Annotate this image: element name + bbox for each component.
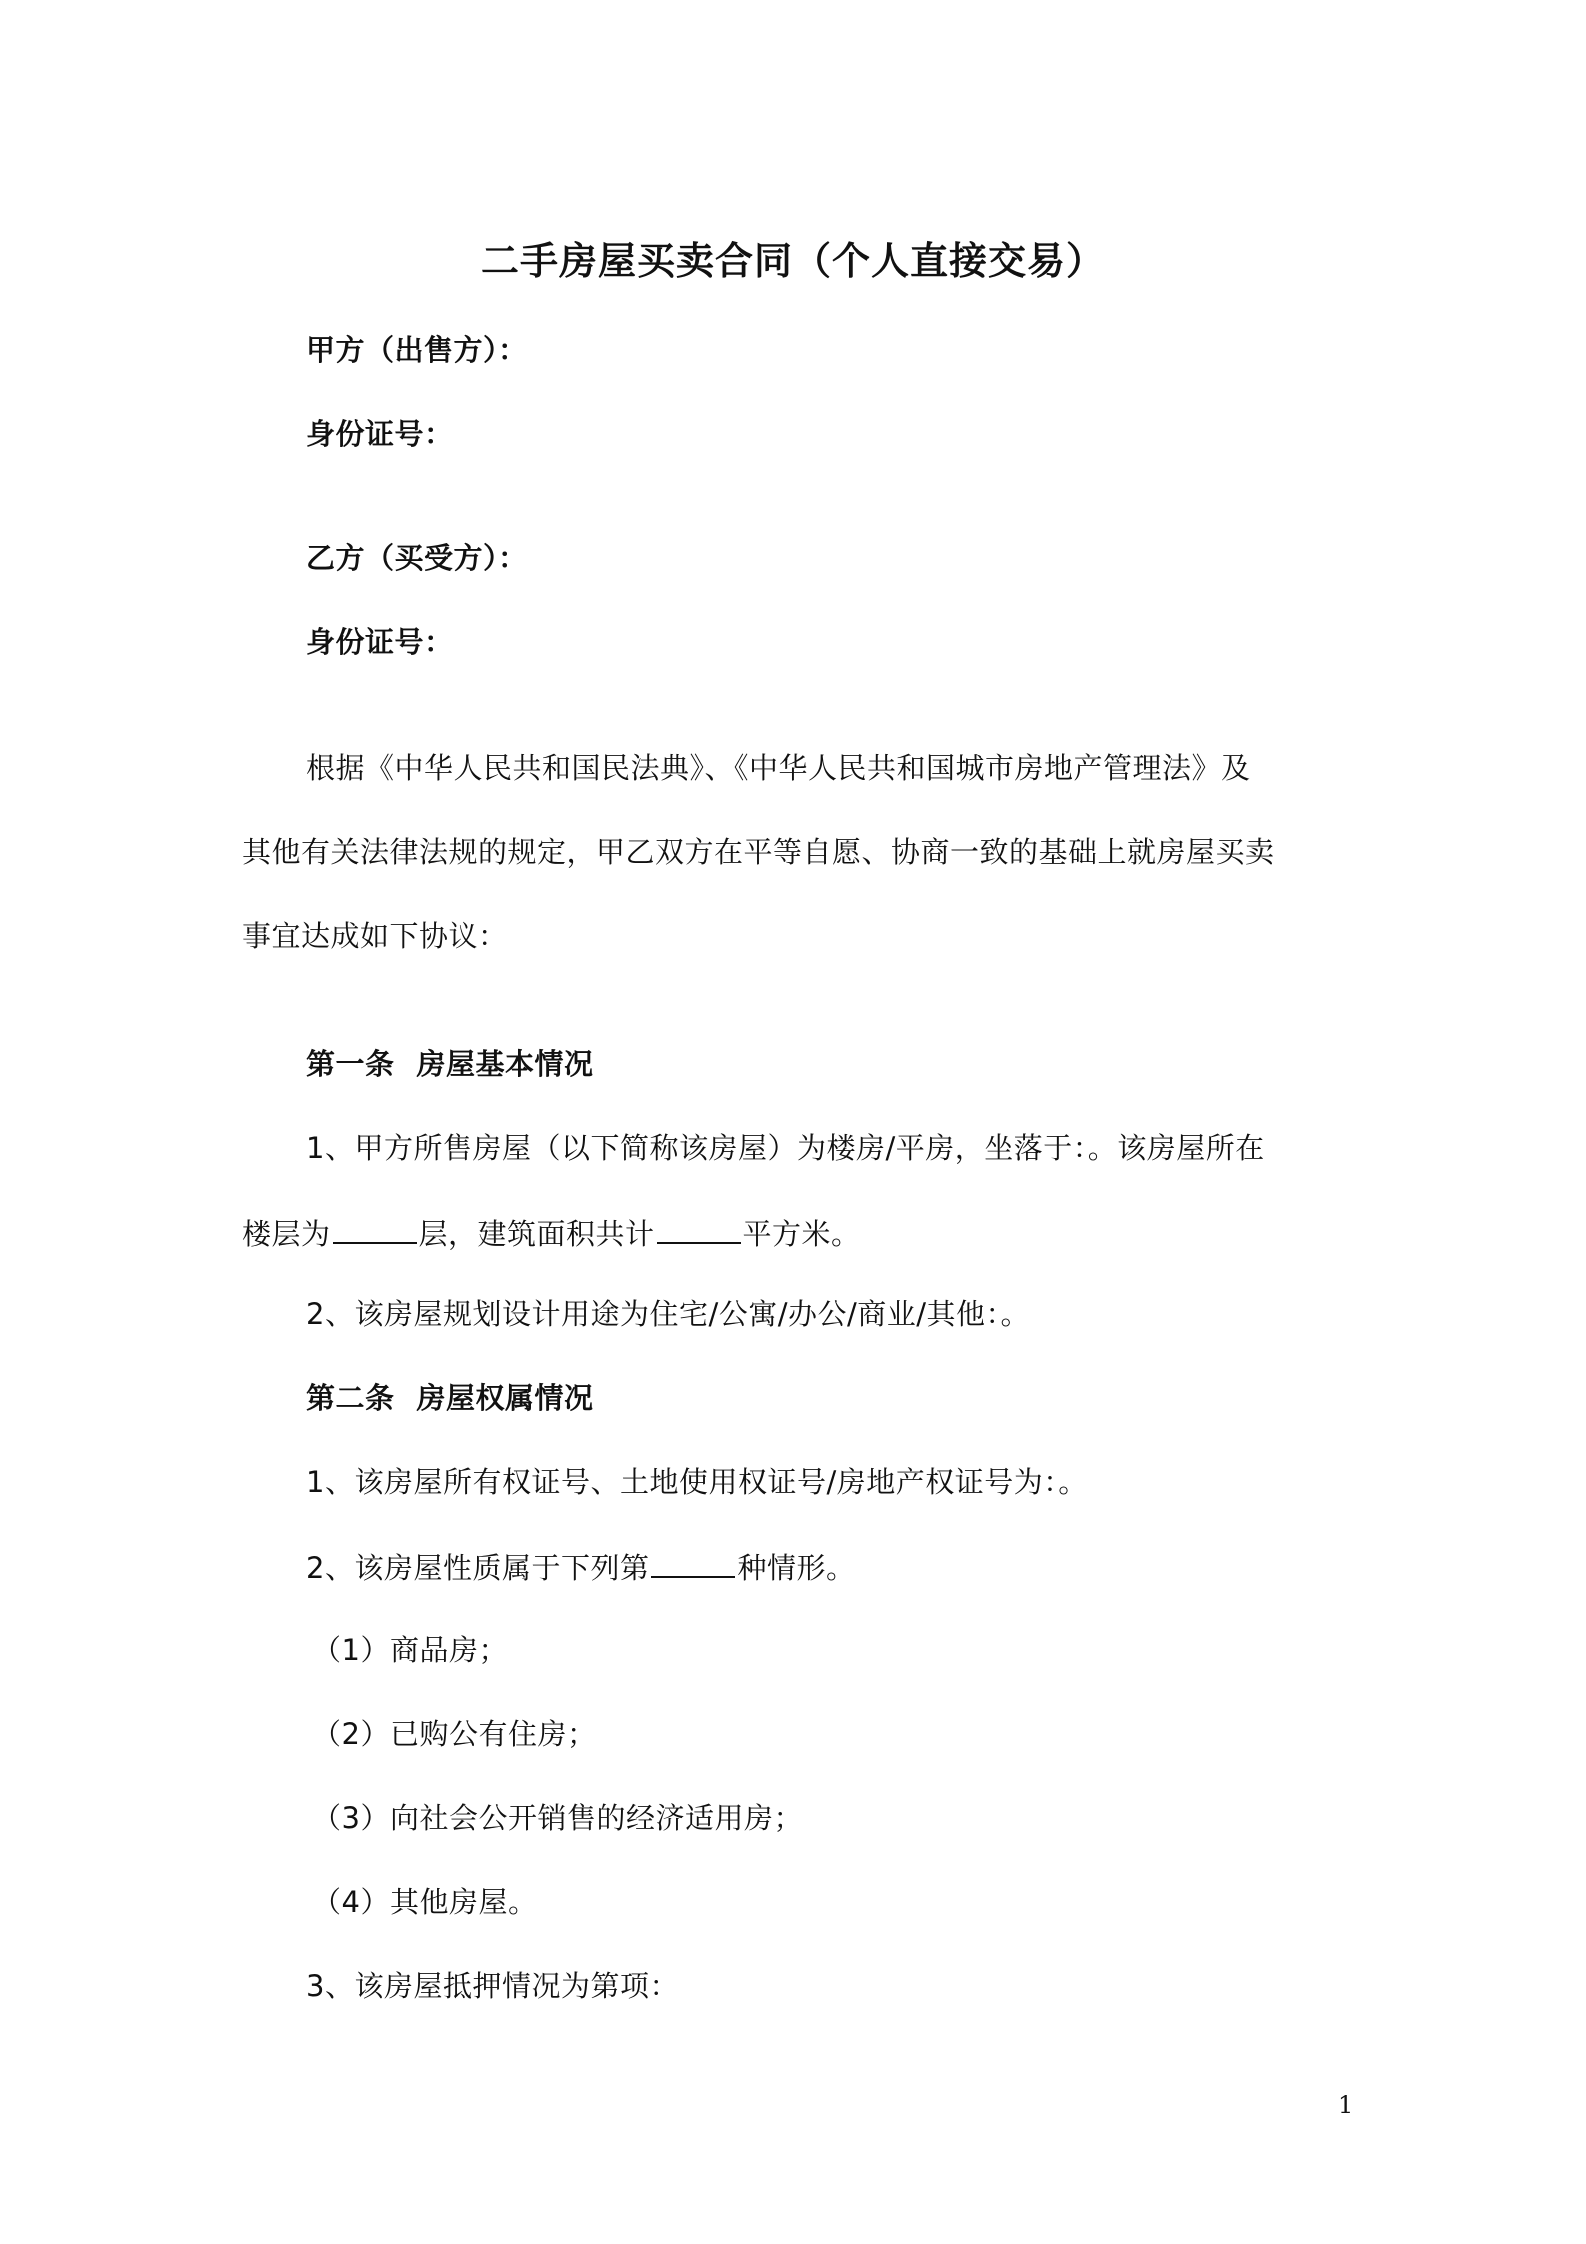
article-1-item-1-line-1: 1、甲方所售房屋（以下简称该房屋）为楼房/平房，坐落于：。该房屋所在	[306, 1131, 1265, 1165]
option-1: （1）商品房；	[312, 1633, 508, 1667]
article-1-item-1-line-2	[242, 1212, 861, 1254]
preamble-line-1: 根据《中华人民共和国民法典》、《中华人民共和国城市房地产管理法》及	[306, 751, 1251, 785]
floor-label: 楼层为	[242, 1217, 331, 1251]
party-a-label: 甲方（出售方）：	[306, 333, 528, 367]
party-b-id-label: 身份证号：	[306, 625, 454, 659]
page-number: 1	[1338, 2091, 1354, 2119]
article-2-item-1: 1、该房屋所有权证号、土地使用权证号/房地产权证号为：。	[306, 1465, 1088, 1499]
article-1-title: 房屋基本情况	[416, 1047, 594, 1081]
article-1-number: 第一条	[306, 1047, 395, 1081]
article-2-number: 第二条	[306, 1381, 395, 1415]
option-2: （2）已购公有住房；	[312, 1717, 597, 1751]
article-2-title: 房屋权属情况	[416, 1381, 594, 1415]
area-unit: 平方米。	[742, 1217, 861, 1251]
article-2-item-2	[306, 1546, 855, 1588]
document-title: 二手房屋买卖合同（个人直接交易）	[480, 239, 1105, 283]
situation-blank	[651, 1546, 735, 1578]
article-1-item-2: 2、该房屋规划设计用途为住宅/公寓/办公/商业/其他：。	[306, 1297, 1031, 1331]
article-2-item-3: 3、该房屋抵押情况为第项：	[306, 1969, 679, 2003]
area-blank	[657, 1212, 741, 1244]
party-b-label: 乙方（买受方）：	[306, 541, 528, 575]
option-4: （4）其他房屋。	[312, 1885, 538, 1919]
situation-suffix: 种情形。	[737, 1551, 856, 1585]
article-2-heading	[306, 1378, 594, 1418]
preamble-line-2: 其他有关法律法规的规定，甲乙双方在平等自愿、协商一致的基础上就房屋买卖	[242, 835, 1275, 869]
area-label: 层，建筑面积共计	[418, 1217, 655, 1251]
article-1-heading	[306, 1044, 594, 1084]
option-3: （3）向社会公开销售的经济适用房；	[312, 1801, 803, 1835]
floor-blank	[333, 1212, 417, 1244]
situation-label: 2、该房屋性质属于下列第	[306, 1551, 650, 1585]
party-a-id-label: 身份证号：	[306, 417, 454, 451]
preamble-line-3: 事宜达成如下协议：	[242, 919, 508, 953]
